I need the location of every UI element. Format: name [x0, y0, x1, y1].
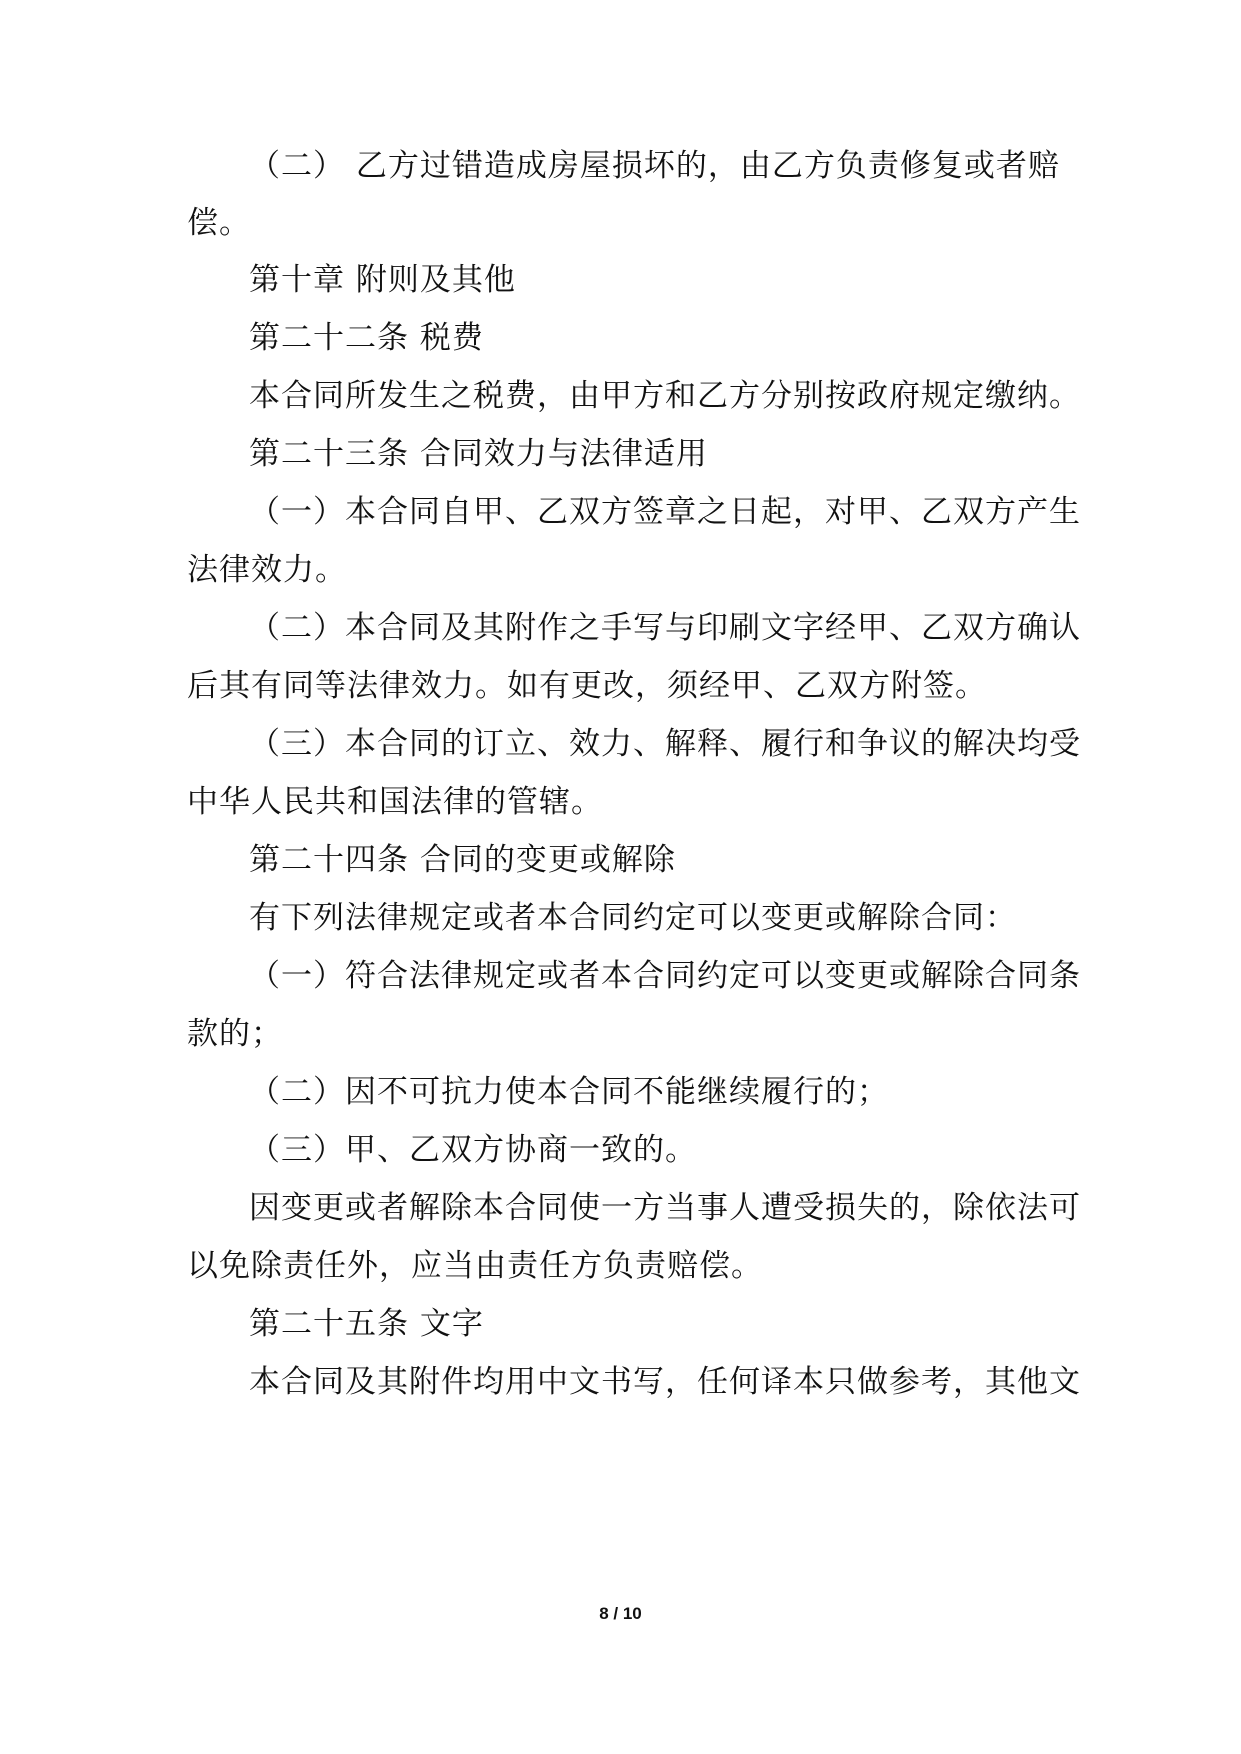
paragraph-line: （二）本合同及其附作之手写与印刷文字经甲、乙双方确认 [249, 610, 1081, 646]
paragraph-line: 以免除责任外，应当由责任方负责赔偿。 [187, 1248, 763, 1284]
paragraph-line: 有下列法律规定或者本合同约定可以变更或解除合同： [249, 900, 1017, 936]
paragraph-line: 因变更或者解除本合同使一方当事人遭受损失的，除依法可 [249, 1190, 1081, 1226]
article-heading: 第二十五条 文字 [249, 1306, 484, 1342]
article-heading: 第二十四条 合同的变更或解除 [249, 842, 676, 878]
paragraph-line: （一）符合法律规定或者本合同约定可以变更或解除合同条 [249, 958, 1081, 994]
article-heading: 第二十二条 税费 [249, 320, 484, 356]
paragraph-line: 偿。 [187, 205, 251, 241]
chapter-heading: 第十章 附则及其他 [249, 262, 516, 298]
article-heading: 第二十三条 合同效力与法律适用 [249, 436, 708, 472]
paragraph-line: （二） 乙方过错造成房屋损坏的，由乙方负责修复或者赔 [249, 148, 1060, 184]
paragraph-line: 法律效力。 [187, 552, 347, 588]
page-number: 8 / 10 [599, 1604, 642, 1623]
paragraph-line: （三）甲、乙双方协商一致的。 [249, 1132, 697, 1168]
paragraph-line: 本合同及其附件均用中文书写，任何译本只做参考，其他文 [249, 1364, 1081, 1400]
paragraph-line: 款的； [187, 1016, 283, 1052]
paragraph-line: （二）因不可抗力使本合同不能继续履行的； [249, 1074, 889, 1110]
paragraph-line: 中华人民共和国法律的管辖。 [187, 784, 603, 820]
paragraph-line: （一）本合同自甲、乙双方签章之日起，对甲、乙双方产生 [249, 494, 1081, 530]
paragraph-line: （三）本合同的订立、效力、解释、履行和争议的解决均受 [249, 726, 1081, 762]
paragraph-line: 后其有同等法律效力。如有更改，须经甲、乙双方附签。 [187, 668, 987, 704]
paragraph-line: 本合同所发生之税费，由甲方和乙方分别按政府规定缴纳。 [249, 378, 1081, 414]
